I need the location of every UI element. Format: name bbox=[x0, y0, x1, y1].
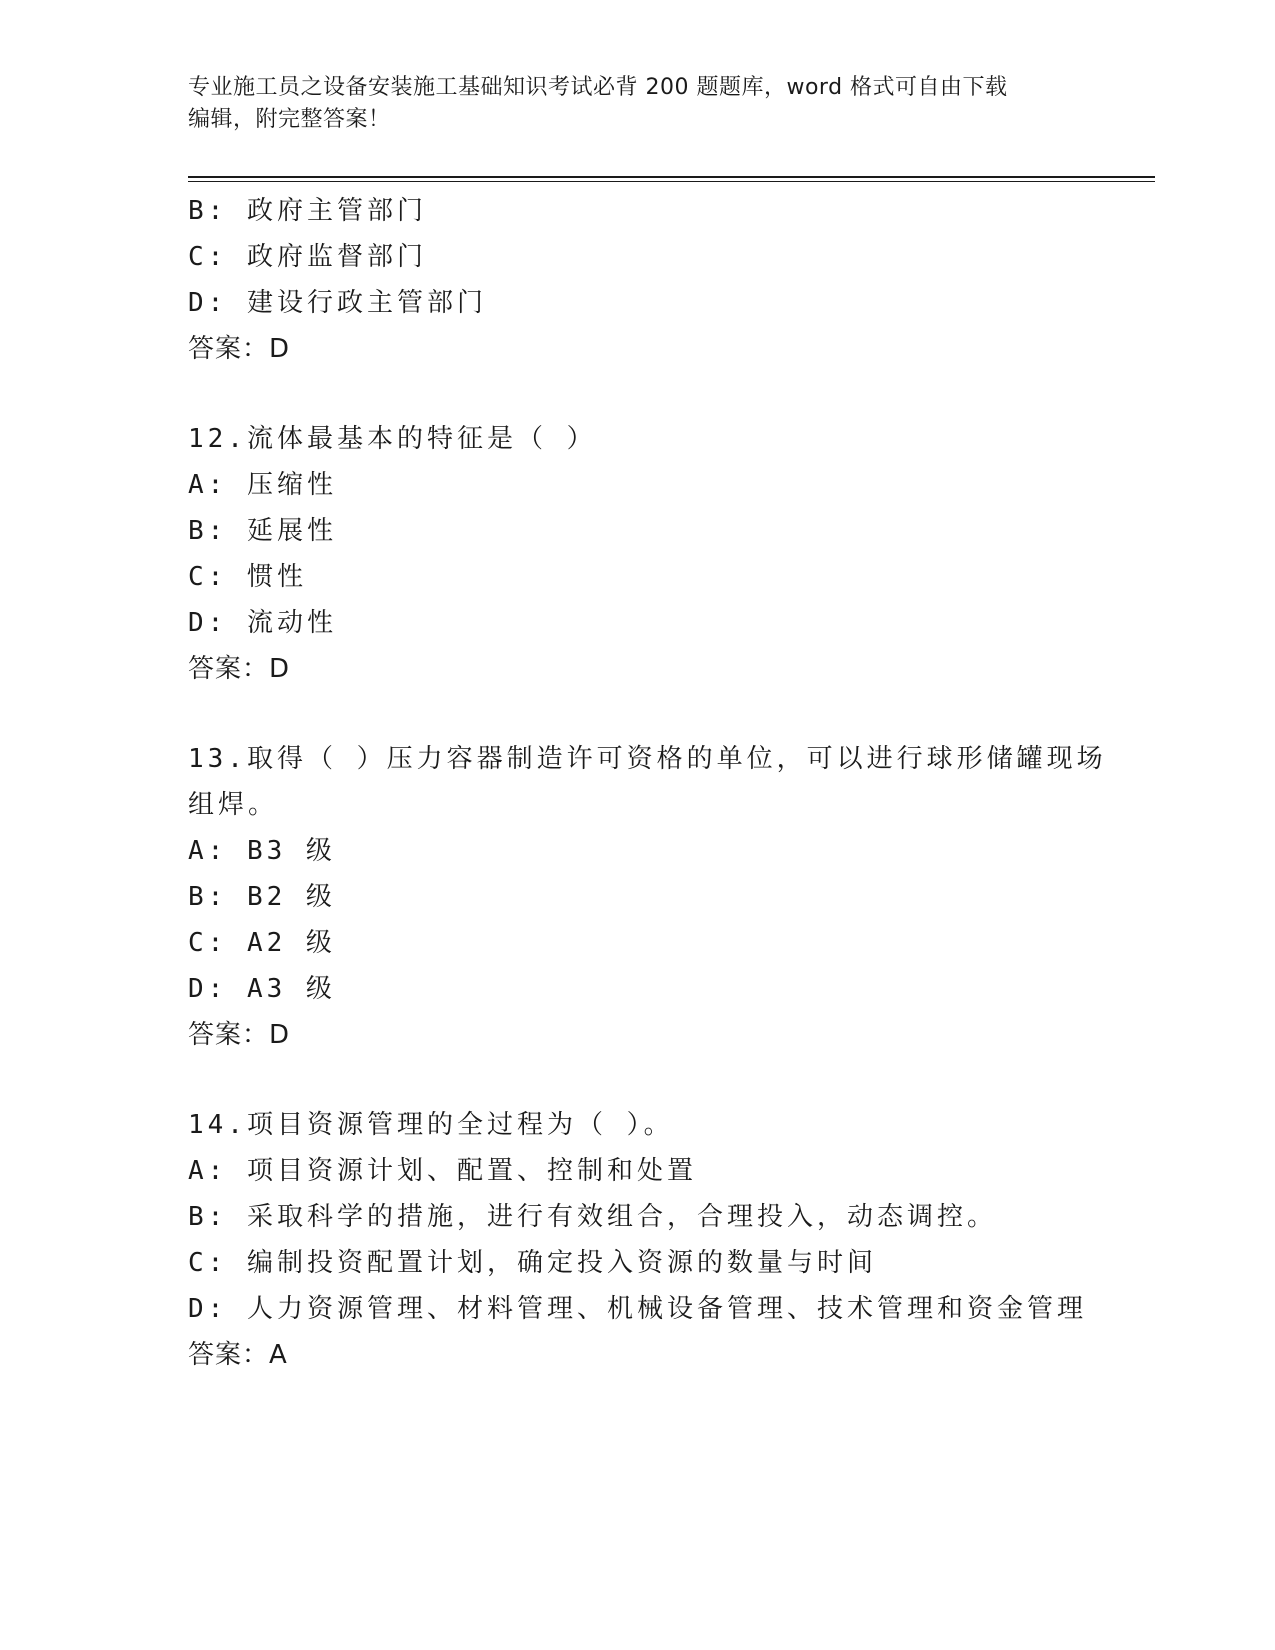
answer: 答案：A bbox=[188, 1340, 288, 1370]
answer: 答案：D bbox=[188, 334, 291, 364]
option-b: B: B2 级 bbox=[188, 882, 336, 912]
document-header bbox=[188, 72, 1088, 136]
spacer bbox=[188, 692, 1088, 736]
option-b: B: 政府主管部门 bbox=[188, 196, 427, 226]
option-a: A: 项目资源计划、配置、控制和处置 bbox=[188, 1156, 697, 1186]
question-stem: 14.项目资源管理的全过程为（ ）。 bbox=[188, 1110, 674, 1140]
option-d: D: 流动性 bbox=[188, 608, 337, 638]
question-stem: 13.取得（ ）压力容器制造许可资格的单位，可以进行球形储罐现场 bbox=[188, 744, 1107, 774]
answer: 答案：D bbox=[188, 654, 291, 684]
option-d: D: 建设行政主管部门 bbox=[188, 288, 487, 318]
option-a: A: B3 级 bbox=[188, 836, 336, 866]
question-list bbox=[188, 188, 1107, 1378]
option-c: C: 政府监督部门 bbox=[188, 242, 427, 272]
question-14 bbox=[188, 1102, 1088, 1378]
option-c: C: 编制投资配置计划，确定投入资源的数量与时间 bbox=[188, 1248, 877, 1278]
question-stem-continued: 组焊。 bbox=[188, 790, 279, 820]
header-divider bbox=[188, 176, 1155, 178]
option-b: B: 延展性 bbox=[188, 516, 337, 546]
question-12 bbox=[188, 416, 1088, 692]
option-b: B: 采取科学的措施，进行有效组合，合理投入，动态调控。 bbox=[188, 1202, 997, 1232]
option-c: C: A2 级 bbox=[188, 928, 336, 958]
option-a: A: 压缩性 bbox=[188, 470, 337, 500]
header-divider-thin bbox=[188, 181, 1155, 182]
option-d: D: 人力资源管理、材料管理、机械设备管理、技术管理和资金管理 bbox=[188, 1294, 1087, 1324]
answer: 答案：D bbox=[188, 1020, 291, 1050]
header-title-line-1: 专业施工员之设备安装施工基础知识考试必背 200 题题库，word 格式可自由下载 bbox=[188, 75, 1008, 100]
question-11 bbox=[188, 188, 1088, 372]
option-c: C: 惯性 bbox=[188, 562, 307, 592]
question-13 bbox=[188, 736, 1107, 1058]
spacer bbox=[188, 372, 1088, 416]
option-d: D: A3 级 bbox=[188, 974, 336, 1004]
header-title-line-2: 编辑，附完整答案！ bbox=[188, 107, 391, 132]
question-stem: 12.流体最基本的特征是（ ） bbox=[188, 424, 597, 454]
spacer bbox=[188, 1058, 1088, 1102]
